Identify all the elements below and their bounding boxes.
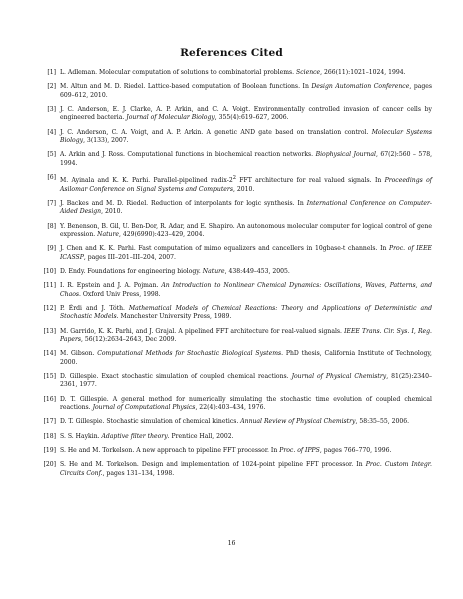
reference-venue: Proceedings of Asilomar Conference on Signal Systems and Computers	[60, 177, 432, 193]
reference-item	[34, 305, 432, 322]
reference-item	[34, 245, 432, 262]
reference-number: [ 10 ]	[34, 268, 56, 276]
reference-segment: , pages 609–612, 2010.	[60, 83, 432, 99]
reference-venue: An Introduction to Nonlinear Chemical Dynamics: Oscillations, Waves, Patterns, and Chaos	[60, 282, 432, 298]
reference-text	[60, 106, 432, 121]
reference-item	[34, 350, 432, 367]
reference-segment: D. Gillespie. Exact stochastic simulation of coupled chemical reactions.	[60, 373, 292, 381]
reference-text	[60, 350, 432, 365]
reference-venue: Annual Review of Physical Chemistry	[240, 418, 356, 426]
reference-segment: Y. Benenson, B. Gil, U. Ben-Dor, R. Adar, and E. Shapiro. An autonomous molecular computer for logical control of gene expression.	[60, 222, 432, 238]
reference-segment: . Prentice Hall, 2002.	[167, 432, 234, 440]
reference-number: [ 14 ]	[34, 350, 56, 358]
reference-number: [ 8 ]	[34, 223, 56, 231]
reference-text	[60, 151, 432, 166]
reference-number: [ 20 ]	[34, 461, 56, 469]
reference-number: [ 4 ]	[34, 129, 56, 137]
reference-venue: Journal of Molecular Biology	[126, 114, 215, 122]
reference-segment: J. Chen and K. K. Parhi. Fast computation of mimo equalizers and cancellers in 10gbase-t channels. In	[60, 245, 390, 253]
reference-segment: M. Altun and M. D. Riedel. Lattice-based computation of Boolean functions. In	[60, 83, 312, 91]
reference-number: [ 9 ]	[34, 245, 56, 253]
reference-venue: Design Automation Conference	[311, 83, 410, 91]
reference-venue: Adaptive filter theory	[101, 432, 168, 440]
reference-number: [ 16 ]	[34, 396, 56, 404]
reference-item	[34, 418, 432, 426]
reference-venue: IEEE Trans. Cir. Sys. I, Reg. Papers	[60, 327, 432, 344]
reference-item	[34, 396, 432, 413]
reference-text	[60, 418, 409, 425]
page-title: References Cited	[180, 47, 283, 59]
reference-segment: , 22(4):403–434, 1976.	[195, 404, 266, 412]
reference-segment: FFT architecture for real valued signals. In	[235, 177, 385, 185]
reference-item	[34, 282, 432, 299]
reference-segment: J. C. Anderson, C. A. Voigt, and A. P. Arkin. A genetic AND gate based on translation control.	[60, 128, 372, 136]
reference-item	[34, 151, 432, 168]
reference-segment: , pages 766–770, 1996.	[319, 447, 392, 455]
reference-item	[34, 83, 432, 100]
reference-text	[60, 69, 406, 76]
reference-text	[60, 447, 391, 454]
reference-segment: . Manchester University Press, 1989.	[116, 313, 232, 321]
reference-segment: P. Érdi and J. Tóth.	[60, 304, 129, 312]
reference-venue: Science	[296, 69, 321, 76]
reference-venue: Biophysical Journal	[315, 151, 376, 159]
reference-item	[34, 433, 432, 441]
reference-text	[60, 129, 432, 144]
reference-venue: Proc. of IEEE ICASSP	[60, 245, 432, 261]
reference-segment: , 81(25):2340–2361, 1977.	[60, 373, 432, 389]
reference-number: [ 5 ]	[34, 151, 56, 159]
reference-text	[60, 223, 432, 238]
reference-number: [ 12 ]	[34, 305, 56, 313]
reference-segment: L. Adleman. Molecular computation of solutions to combinatorial problems.	[60, 69, 297, 76]
reference-venue: Mathematical Models of Chemical Reactions: Theory and Applications of Deterministic and Stochastic Models	[60, 304, 432, 321]
reference-text	[60, 305, 432, 320]
reference-segment: , 2010.	[101, 208, 123, 216]
reference-item	[34, 69, 432, 77]
reference-segment: M. Ayinala and K. K. Parhi. Parallel-pipelined radix-2	[60, 177, 233, 185]
reference-segment: M. Gibson.	[60, 350, 98, 358]
reference-segment: , 355(4):619–627, 2006.	[214, 114, 289, 122]
reference-venue: Journal of Physical Chemistry	[291, 373, 387, 381]
reference-segment: S. He and M. Torkelson. Design and implementation of 1024-point pipeline FFT processor. In	[60, 461, 366, 469]
reference-venue: Proc. Custom Integr. Circuits Conf.	[60, 461, 432, 477]
reference-text	[60, 396, 432, 411]
reference-number: [ 1 ]	[34, 69, 56, 77]
reference-text	[60, 177, 432, 192]
reference-segment: M. Garrido, K. K. Parhi, and J. Grajal. A pipelined FFT architecture for real-valued signals.	[60, 327, 345, 335]
reference-segment: D. T. Gillespie. Stochastic simulation of chemical kinetics.	[60, 418, 241, 426]
reference-text	[60, 83, 432, 98]
reference-segment: J. Backes and M. D. Riedel. Reduction of interpolants for logic synthesis. In	[60, 199, 307, 207]
reference-venue: Computational Methods for Stochastic Biological Systems	[97, 350, 282, 358]
reference-venue: Molecular Systems Biology	[60, 128, 432, 145]
reference-segment: I. R. Epstein and J. A. Pojman.	[60, 282, 162, 290]
reference-text	[60, 200, 432, 215]
reference-item	[34, 461, 432, 478]
reference-segment: , 56(12):2634–2643, Dec 2009.	[81, 336, 177, 344]
reference-segment: , 438:449–453, 2005.	[224, 267, 290, 275]
reference-segment: A. Arkin and J. Ross. Computational functions in biochemical reaction networks.	[60, 151, 316, 159]
reference-number: [ 6 ]	[34, 174, 56, 182]
reference-number: [ 7 ]	[34, 200, 56, 208]
reference-item	[34, 447, 432, 455]
reference-item	[34, 174, 432, 194]
reference-segment: , 429(6990):423–429, 2004.	[119, 230, 205, 238]
reference-number: [ 17 ]	[34, 418, 56, 426]
reference-number: [ 2 ]	[34, 83, 56, 91]
reference-segment: 2	[232, 175, 236, 182]
reference-segment: , pages 131–134, 1998.	[102, 469, 175, 477]
reference-segment: S. He and M. Torkelson. A new approach to pipeline FFT processor. In	[60, 447, 280, 455]
reference-item	[34, 223, 432, 240]
reference-segment: S. S. Haykin.	[60, 432, 102, 440]
reference-segment: , 2010.	[232, 185, 255, 193]
reference-segment: , 58:35–55, 2006.	[355, 418, 410, 426]
reference-item	[34, 129, 432, 146]
page-number: 16	[227, 540, 236, 547]
reference-list	[34, 69, 432, 484]
reference-number: [ 18 ]	[34, 433, 56, 441]
reference-number: [ 11 ]	[34, 282, 56, 290]
reference-segment: , 67(2):560 – 578, 1994.	[60, 151, 433, 167]
reference-segment: J. C. Anderson, E. J. Clarke, A. P. Arkin, and C. A. Voigt. Environmentally controlled invasion of cancer cells by engineered bacteria.	[60, 106, 432, 122]
reference-text	[60, 373, 432, 388]
reference-item	[34, 200, 432, 217]
reference-item	[34, 106, 432, 123]
reference-text	[60, 245, 432, 260]
reference-text	[60, 461, 432, 476]
reference-text	[60, 268, 290, 275]
reference-venue: International Conference on Computer-Aided Design	[60, 199, 432, 216]
reference-number: [ 13 ]	[34, 328, 56, 336]
reference-venue: Nature	[202, 267, 225, 275]
reference-segment: , pages III–201–III–204, 2007.	[83, 253, 176, 261]
reference-segment: , 266(11):1021–1024, 1994.	[320, 69, 406, 76]
reference-text	[60, 328, 432, 343]
reference-item	[34, 328, 432, 345]
reference-venue: Journal of Computational Physics	[92, 404, 196, 412]
reference-number: [ 19 ]	[34, 447, 56, 455]
reference-item	[34, 373, 432, 390]
reference-item	[34, 268, 432, 276]
reference-segment: D. Endy. Foundations for engineering biology.	[60, 267, 203, 275]
reference-segment: , 3(133), 2007.	[83, 137, 129, 145]
reference-number: [ 3 ]	[34, 106, 56, 114]
reference-segment: D. T. Gillespie. A general method for numerically simulating the stochastic time evolution of coupled chemical reactions.	[60, 395, 432, 412]
reference-text	[60, 282, 432, 297]
reference-text	[60, 433, 234, 440]
reference-segment: . PhD thesis, California Institute of Technology, 2000.	[60, 350, 432, 366]
reference-venue: Nature	[97, 230, 119, 238]
reference-segment: . Oxford Univ Press, 1998.	[79, 290, 161, 298]
reference-venue: Proc. of IPPS	[279, 447, 320, 455]
reference-number: [ 15 ]	[34, 373, 56, 381]
